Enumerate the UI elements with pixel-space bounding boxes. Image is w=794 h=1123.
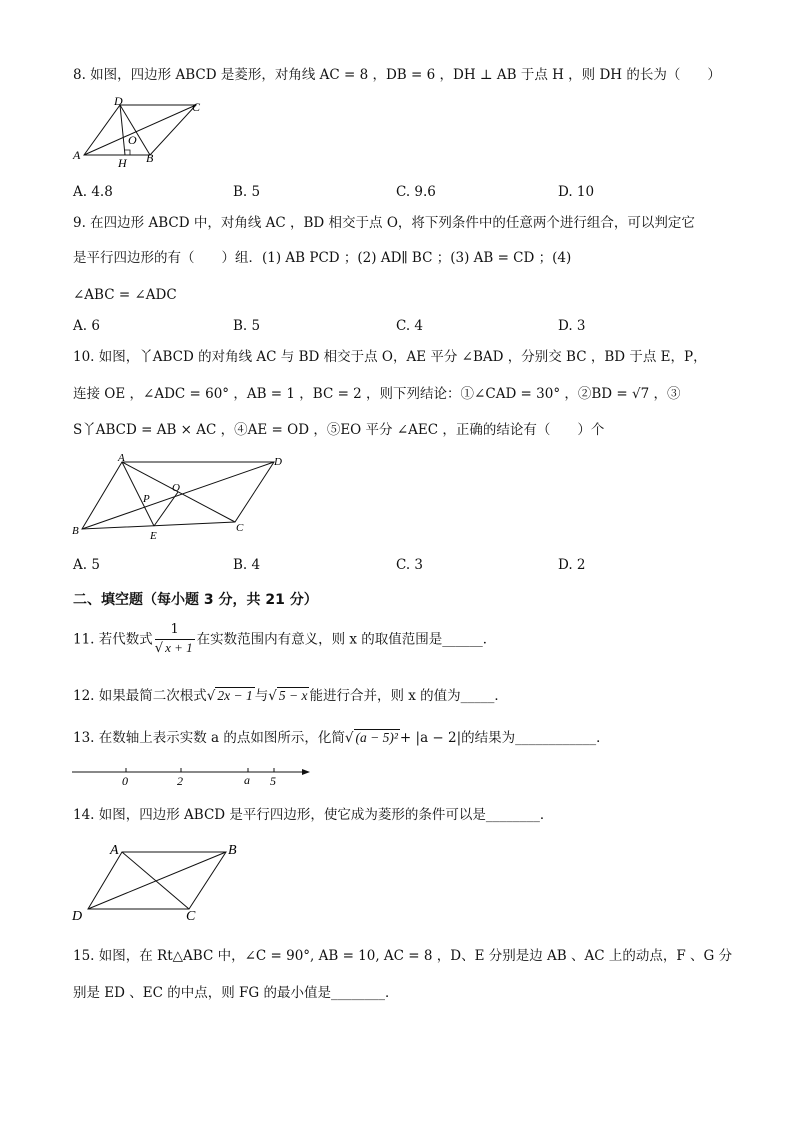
q14-label-B: B [228,843,237,858]
q15-line2: 别是 ED 、EC 的中点，则 FG 的最小值是________． [73,985,399,1001]
q8-option-c: C. 9.6 [396,184,436,200]
q9-option-a: A. 6 [73,318,100,334]
q12-radicand-1: 2x − 1 [217,688,253,703]
q8-label-C: C [192,100,201,114]
q9-option-c: C. 4 [396,318,424,334]
q11-post: 在实数范围内有意义，则 x 的取值范围是______． [196,631,497,648]
q10-option-a: A. 5 [73,557,100,573]
q11-pre: 11. 若代数式 [73,631,153,648]
q10-line1: 10. 如图，丫ABCD 的对角线 AC 与 BD 相交于点 O，AE 平分 ∠BAD ，分别交 BC ，BD 于点 E，P， [73,349,707,365]
q10-option-d: D. 2 [558,557,586,573]
section-2-title: 二、填空题（每小题 3 分，共 21 分） [73,592,318,608]
q11 [73,622,496,658]
q13-tick-0: 0 [122,774,128,788]
q12-mid: 与 [254,688,269,704]
q9-option-b: B. 5 [233,318,261,334]
q13-post: + |a − 2|的结果为____________． [399,730,610,746]
q8-figure [70,95,220,175]
q8-stem: 8. 如图，四边形 ABCD 是菱形，对角线 AC = 8 ，DB = 6 ，DH ⊥ AB 于点 H ，则 DH 的长为（ ） [73,67,721,83]
q12-radicand-2: 5 − x [278,688,308,703]
q14-label-C: C [186,909,196,923]
q11-fraction: $\frac{1}{√ x + 1}$ [154,622,193,656]
q8-label-H: H [118,156,127,170]
q13-tick-5: 5 [270,774,276,788]
q11-denominator: x + 1 [165,639,193,655]
q15-line1: 15. 如图，在 Rt△ABC 中，∠C = 90°, AB = 10, AC = 8 ，D、E 分别是边 AB 、AC 上的动点，F 、G 分 [73,948,733,964]
q13-number-line [70,760,320,790]
q9-line2: 是平行四边形的有（ ）组．(1) AB PCD ；(2) AD∥ BC ；(3) AB = CD ；(4) [73,250,572,266]
q10-figure [70,450,290,545]
q10-label-C: C [236,522,244,534]
q14-label-D: D [72,909,83,923]
q14-label-A: A [110,843,119,858]
q11-numerator: 1 [155,622,195,640]
q10-label-E: E [150,530,157,542]
q13-pre: 13. 在数轴上表示实数 a 的点如图所示，化简 [73,730,345,746]
q8-label-B: B [146,151,154,165]
q8-option-d: D. 10 [558,184,595,200]
q13-radicand: (a − 5)² [355,730,398,745]
q13-tick-a: a [244,773,250,787]
q12: 12. 如果最简二次根式√ 2x − 1 与√ 5 − x 能进行合并，则 x 的值为_____． [73,688,508,704]
q8-label-D: D [114,95,123,108]
q10-option-c: C. 3 [396,557,424,573]
q14-stem: 14. 如图，四边形 ABCD 是平行四边形，使它成为菱形的条件可以是________． [73,807,554,823]
q8-option-b: B. 5 [233,184,261,200]
q8-label-A: A [73,148,81,162]
q12-pre: 12. 如果最简二次根式 [73,688,207,704]
q10-line3: S丫ABCD = AB × AC ，④AE = OD ，⑤EO 平分 ∠AEC ，正确的结论有（ ）个 [73,422,605,438]
q13: 13. 在数轴上表示实数 a 的点如图所示，化简√ (a − 5)² + |a − 2|的结果为____________． [73,730,610,746]
q12-post: 能进行合并，则 x 的值为_____． [309,688,508,704]
q9-line3: ∠ABC = ∠ADC [73,287,177,303]
q9-line1: 9. 在四边形 ABCD 中，对角线 AC ，BD 相交于点 O，将下列条件中的任意两个进行组合，可以判定它 [73,215,695,231]
q8-option-a: A. 4.8 [73,184,113,200]
q10-label-D: D [274,456,282,468]
q10-label-B: B [72,525,79,537]
q10-label-O: O [172,482,180,494]
q10-line2: 连接 OE ，∠ADC = 60° ，AB = 1 ，BC = 2 ，则下列结论：①∠CAD = 30° ，②BD = √7 ，③ [73,386,681,402]
q8-label-O: O [128,133,137,147]
q10-label-P: P [143,493,150,505]
q10-label-A: A [118,452,125,464]
q13-tick-2: 2 [177,774,183,788]
q10-option-b: B. 4 [233,557,261,573]
q14-figure [70,838,250,923]
q9-option-d: D. 3 [558,318,586,334]
